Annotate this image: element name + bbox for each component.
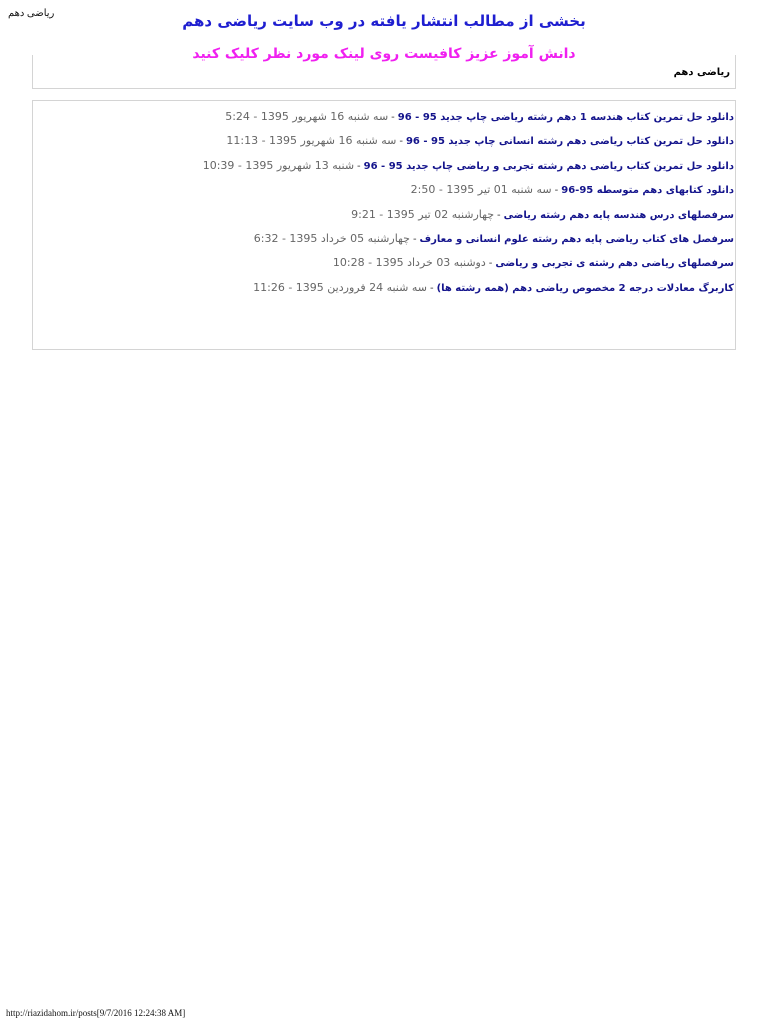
- post-separator: -: [554, 185, 559, 197]
- list-item: [44, 276, 734, 300]
- post-link[interactable]: دانلود حل تمرین کتاب ریاضی دهم رشته انسانی چاپ جدید 95 - 96: [405, 136, 734, 148]
- post-link[interactable]: دانلود حل تمرین کتاب ریاضی دهم رشته تجربی و ریاضی چاپ جدید 95 - 96: [363, 160, 734, 172]
- post-separator: -: [429, 282, 434, 294]
- post-date: سه شنبه 24 فروردین 1395 - 11:26: [253, 280, 427, 294]
- page-headline: بخشی از مطالب انتشار یافته در وب سایت ریاضی دهم: [182, 12, 586, 30]
- post-link[interactable]: سرفصلهای درس هندسه پایه دهم رشته ریاضی: [503, 209, 734, 221]
- post-separator: -: [497, 209, 501, 221]
- list-item: [44, 203, 734, 227]
- post-link[interactable]: دانلود حل تمرین کتاب هندسه 1 دهم رشته ریاضی چاپ جدید 95 - 96: [397, 112, 734, 123]
- post-date: سه شنبه 16 شهریور 1395 - 5:24: [225, 110, 389, 123]
- post-link[interactable]: سرفصلهای ریاضی دهم رشته ی تجربی و ریاضی: [495, 258, 734, 270]
- list-item: [44, 154, 734, 178]
- post-separator: -: [412, 233, 417, 245]
- post-date: چهارشنبه 05 خرداد 1395 - 6:32: [253, 231, 410, 245]
- post-date: چهارشنبه 02 تیر 1395 - 9:21: [351, 207, 495, 221]
- list-item: [44, 129, 734, 153]
- post-separator: -: [488, 258, 493, 270]
- post-date: سه شنبه 16 شهریور 1395 - 11:13: [226, 134, 397, 148]
- section-title: رياضی دهم: [673, 67, 730, 78]
- list-item: [44, 105, 734, 129]
- post-list: [44, 105, 734, 300]
- browser-tab-title: رياضی دهم: [8, 8, 55, 19]
- list-item: [44, 178, 734, 202]
- post-link[interactable]: دانلود کتابهای دهم متوسطه 95-96: [561, 185, 734, 197]
- post-separator: -: [399, 136, 403, 148]
- post-separator: -: [391, 112, 395, 123]
- list-item: [44, 251, 734, 275]
- instruction-subhead: دانش آموز عزیز کافیست روی لینک مورد نظر کلیک کنید: [192, 46, 576, 62]
- page-url-footer: http://riazidahom.ir/posts[9/7/2016 12:24:38 AM]: [6, 1008, 186, 1018]
- post-date: شنبه 13 شهریور 1395 - 10:39: [202, 158, 355, 172]
- post-link[interactable]: سرفصل های کتاب ریاضی پایه دهم رشته علوم انسانی و معارف: [419, 233, 734, 245]
- post-link[interactable]: کاربرگ معادلات درجه 2 مخصوص ریاضی دهم (همه رشته ها): [436, 282, 734, 294]
- post-date: سه شنبه 01 تیر 1395 - 2:50: [410, 183, 552, 197]
- post-date: دوشنبه 03 خرداد 1395 - 10:28: [332, 256, 486, 270]
- list-item: [44, 227, 734, 251]
- post-separator: -: [357, 160, 361, 172]
